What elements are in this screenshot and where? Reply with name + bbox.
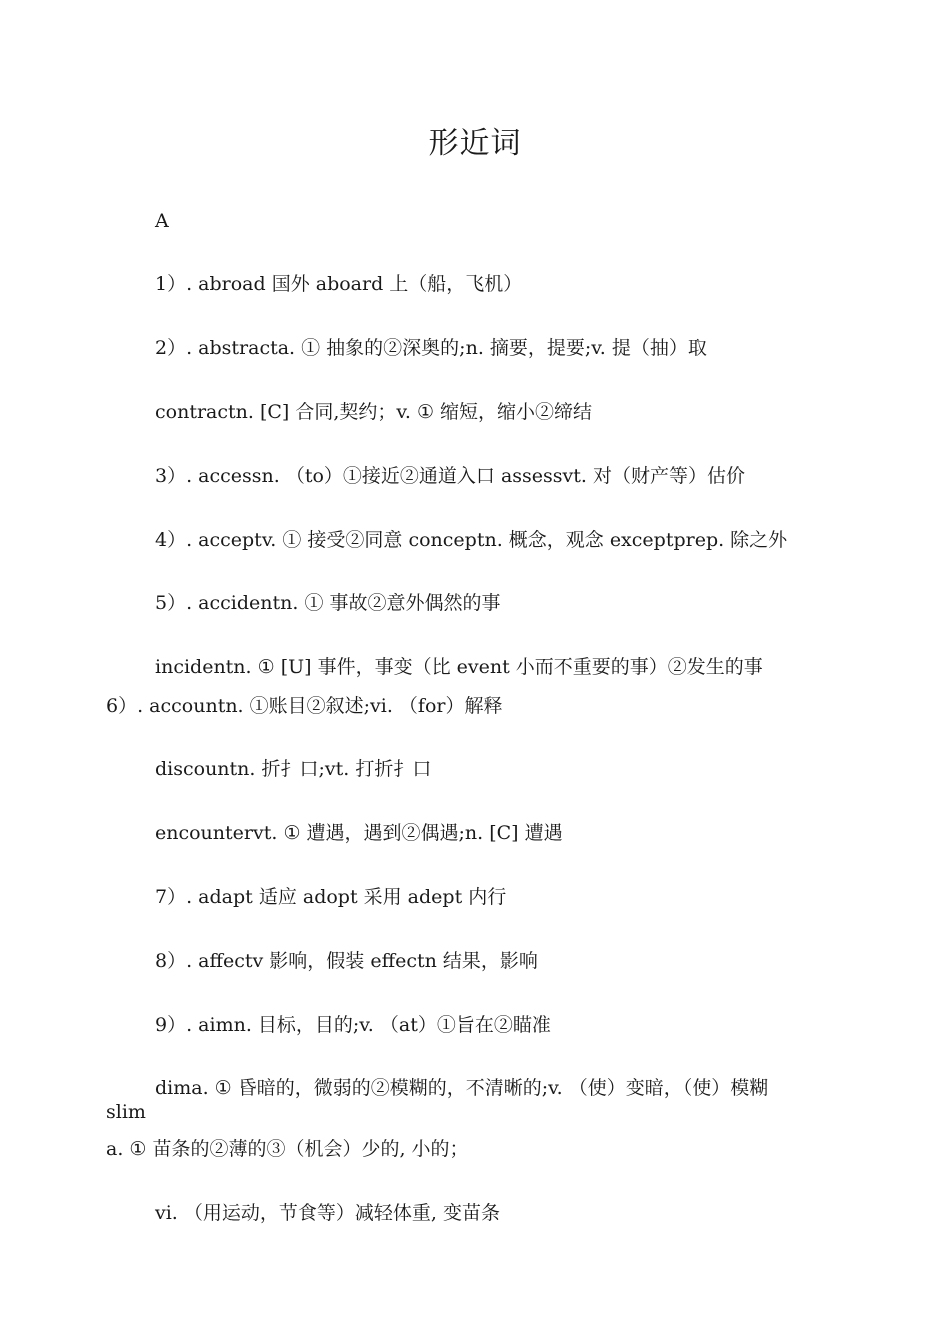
entry-9: 9）. aimn. 目标，目的;v. （at）①旨在②瞄准 xyxy=(155,1014,551,1036)
entry-2-contract: contractn. [C] 合同,契约；v. ① 缩短，缩小②缔结 xyxy=(155,401,593,423)
entry-8: 8）. affectv 影响，假装 effectn 结果，影响 xyxy=(155,950,538,972)
page-title: 形近词 xyxy=(428,126,522,161)
entry-3: 3）. accessn. （to）①接近②通道入口 assessvt. 对（财产等）估价 xyxy=(155,465,745,487)
entry-5: 5）. accidentn. ① 事故②意外偶然的事 xyxy=(155,592,501,614)
entry-2: 2）. abstracta. ① 抽象的②深奥的;n. 摘要，提要;v. 提（抽）取 xyxy=(155,337,707,359)
entry-6-discount: discountn. 折扌口;vt. 打折扌口 xyxy=(155,758,432,780)
entry-1: 1）. abroad 国外 aboard 上（船，飞机） xyxy=(155,273,523,295)
entry-6-encounter: encountervt. ① 遭遇，遇到②偶遇;n. [C] 遭遇 xyxy=(155,822,563,844)
entry-9-dim: dima. ① 昏暗的，微弱的②模糊的，不清晰的;v. （使）变暗，（使）模糊 slim xyxy=(106,1077,769,1123)
entry-4: 4）. acceptv. ① 接受②同意 conceptn. 概念，观念 exceptprep. 除之外 xyxy=(155,529,788,551)
entry-9-slim-adj: a. ① 苗条的②薄的③（机会）少的, 小的； xyxy=(106,1138,469,1160)
entry-7: 7）. adapt 适应 adopt 采用 adept 内行 xyxy=(155,886,507,908)
entry-6: 6）. accountn. ①账目②叙述;vi. （for）解释 xyxy=(106,695,503,717)
section-heading: A xyxy=(155,210,169,232)
entry-9-slim-verb: vi. （用运动，节食等）减轻体重, 变苗条 xyxy=(155,1202,500,1224)
entry-5-incident: incidentn. ① [U] 事件，事变（比 event 小而不重要的事）②发生的事 xyxy=(155,656,763,678)
